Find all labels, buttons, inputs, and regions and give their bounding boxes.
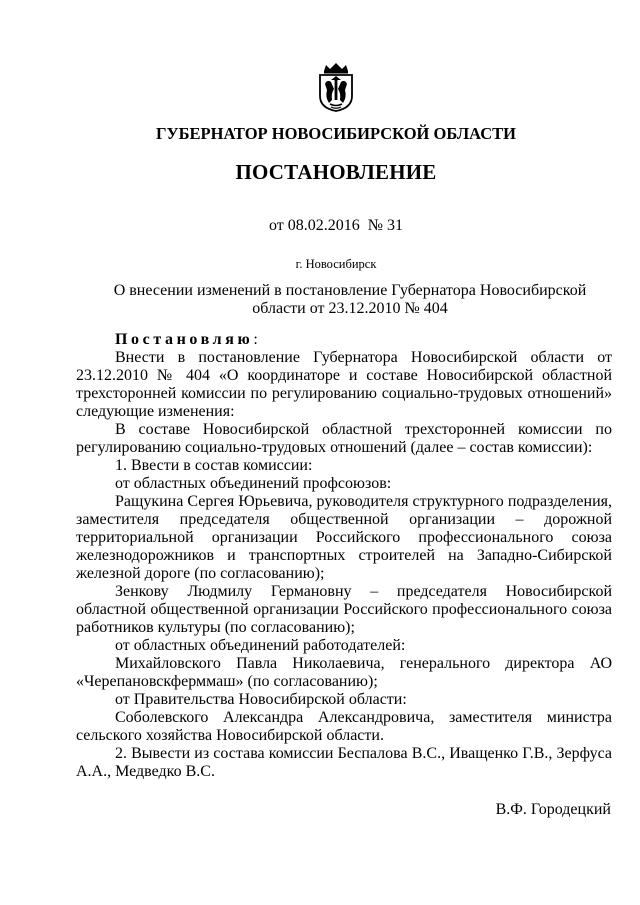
paragraph: Внести в постановление Губернатора Новосибирской области от 23.12.2010 № 404 «О координаторе и составе Новосибирской областной трехсторонней комиссии по регулированию социально-трудовых отношений» следующие изменения: — [76, 349, 612, 420]
paragraph: Ращукина Сергея Юрьевича, руководителя структурного подразделения, заместителя председателя общественной организации – дорожной территориальной организации Российского профессионального союза железнодорожников и транспортных строителей на Западно-Сибирской железной дороге (по согласованию); — [76, 493, 612, 582]
paragraph: 2. Вывести из состава комиссии Беспалова В.С., Иващенко Г.В., Зерфуса А.А., Медведко В.С. — [76, 745, 612, 780]
paragraph: от областных объединений профсоюзов: — [115, 475, 392, 492]
paragraph: Зенкову Людмилу Германовну – председателя Новосибирской областной общественной организации Российского профессионального союза работников культуры (по согласованию); — [76, 583, 612, 636]
city-of-issue: г. Новосибирск — [295, 257, 377, 271]
decree-colon: : — [253, 331, 258, 348]
issuing-authority: ГУБЕРНАТОР НОВОСИБИРСКОЙ ОБЛАСТИ — [156, 124, 516, 143]
coat-of-arms-icon — [316, 62, 356, 112]
date-and-number: от 08.02.2016 № 31 — [268, 217, 404, 234]
decree-word: Постановляю — [115, 331, 254, 348]
document-type: ПОСТАНОВЛЕНИЕ — [235, 160, 437, 184]
paragraph: 1. Ввести в состав комиссии: — [115, 457, 313, 474]
paragraph: Михайловского Павла Николаевича, генерального директора АО «Черепановскферммаш» (по согласованию); — [76, 655, 612, 690]
signatory-name: В.Ф. Городецкий — [495, 801, 611, 818]
paragraph: от областных объединений работодателей: — [115, 637, 406, 654]
paragraph: от Правительства Новосибирской области: — [115, 691, 407, 708]
decree-heading — [76, 331, 612, 349]
document-subject: О внесении изменений в постановление Губернатора Новосибирской области от 23.12.2010 № 404 — [113, 282, 587, 317]
paragraph: Соболевского Александра Александровича, заместителя министра сельского хозяйства Новосибирской области. — [76, 709, 612, 744]
document-body — [76, 331, 612, 781]
paragraph: В составе Новосибирской областной трехсторонней комиссии по регулированию социально-трудовых отношений (далее – состав комиссии): — [76, 421, 612, 456]
